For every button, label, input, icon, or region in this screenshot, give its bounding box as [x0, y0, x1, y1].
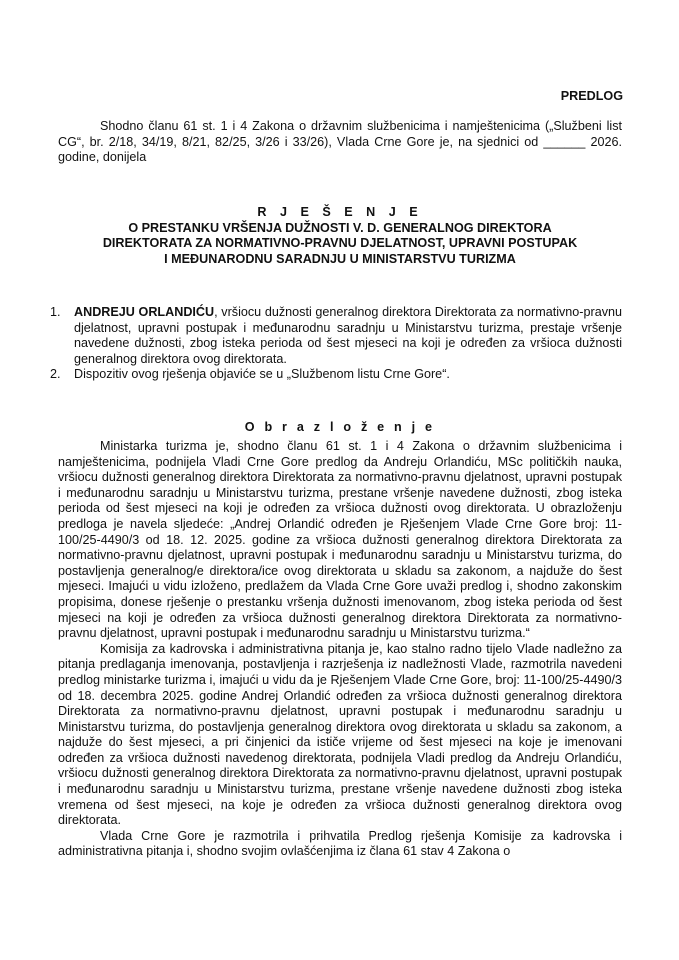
document-label: PREDLOG [560, 89, 623, 103]
item-text: , vršiocu dužnosti generalnog direktora Direktorata za normativno-pravnu djelatnost, upravni postupak i međunarodnu saradnju u Ministarstvu turizma, prestaje vršenje navedene dužnosti, zbog isteka perioda od šest mjeseci na koji je određen za vršioca dužnosti generalnog direktora ovog direktorata. [74, 305, 623, 366]
item-number: 1. [50, 305, 61, 319]
decision-title-line-1: O PRESTANKU VRŠENJA DUŽNOSTI V. D. GENERALNOG DIREKTORA [128, 220, 552, 235]
decision-title-line-2: DIREKTORATA ZA NORMATIVNO-PRAVNU DJELATNOST, UPRAVNI POSTUPAK [102, 236, 578, 251]
decision-item [50, 305, 623, 367]
decision-items [50, 305, 623, 383]
item-text: Dispozitiv ovog rješenja objaviće se u „Službenom listu Crne Gore“. [74, 367, 450, 382]
reasoning-paragraph: Komisija za kadrovska i administrativna pitanja je, kao stalno radno tijelo Vlade nadležno za pitanja predlaganja imenovanja, postavljenja i razrješenja iz nadležnosti Vlade, razmotrila navedeni predlog ministarke turizma i, imajući u vidu da je Rješenjem Vlade Crne Gore, broj: 11-100/25-4490/3 od 18. decembra 2025. godine Andrej Orlandić određen za vršioca dužnosti generalnog direktora Direktorata za normativno-pravnu djelatnost, upravni postupak i međunarodnu saradnju u Ministarstvu turizma, do postavljenja generalnog direktora ovog direktorata u skladu sa zakonom, a najduže do šest mjeseci, a pri činjenici da ističe vrijeme od šest mjeseci na koje je imenovani određen za vršioca dužnosti navedenog direktorata, podnijela Vladi predlog da Andreju Orlandiću, vršiocu dužnosti generalnog direktora Direktorata za normativno-pravnu djelatnost, upravni postupak i međunarodnu saradnju u Ministarstvu turizma, prestane vršenje navedene dužnosti zbog isteka vremena od šest mjeseci, na koje je određen za vršioca dužnosti generalnog direktora ovog direktorata. [58, 641, 622, 828]
decision-heading: R J E Š E N J E [257, 205, 423, 219]
decision-title [58, 205, 622, 267]
reasoning-paragraph: Ministarka turizma je, shodno članu 61 st. 1 i 4 Zakona o državnim službenicima i namještenicima, podnijela Vladi Crne Gore predlog da Andreju Orlandiću, MSc političkih nauka, vršiocu dužnosti generalnog direktora Direktorata za normativno-pravnu djelatnost, upravni postupak i međunarodnu saradnju u Ministarstvu turizma, prestane vršenje navedene dužnosti, zbog isteka perioda od šest mjeseci na koji je određen za vršioca dužnosti ovog direktorata. U obrazloženju predloga je navela sljedeće: „Andrej Orlandić određen je Rješenjem Vlade Crne Gore broj: 11-100/25-4490/3 od 18. 12. 2025. godine za vršioca dužnosti generalnog direktora Direktorata za normativno-pravnu djelatnost, upravni postupak i međunarodnu saradnju u Ministarstvu turizma, do postavljenja generalnog/e direktora/ice ovog direktorata u skladu sa zakonom, a najduže do šest mjeseci. Imajući u vidu izloženo, predlažem da Vlada Crne Gore uvaži predlog i, shodno zakonskim propisima, donese rješenje o prestanku vršenja dužnosti imenovanom, zbog isteka perioda od šest mjeseci na koji je određen za vršioca dužnosti generalnog direktora Direktorata za normativno-pravnu djelatnost, upravni postupak i međunarodnu saradnju u Ministarstvu turizma.“ [58, 439, 622, 641]
reasoning-title: O b r a z l o ž e n j e [244, 420, 436, 434]
intro-paragraph: Shodno članu 61 st. 1 i 4 Zakona o državnim službenicima i namještenicima („Službeni list CG“, br. 2/18, 34/19, 8/21, 82/25, 3/26 i 33/26), Vlada Crne Gore je, na sjednici od ______ 2026. godine, donijela [58, 119, 622, 165]
reasoning-paragraph: Vlada Crne Gore je razmotrila i prihvatila Predlog rješenja Komisije za kadrovska i administrativna pitanja i, shodno svojim ovlašćenjima iz člana 61 stav 4 Zakona o [58, 828, 622, 859]
item-person-name: ANDREJU ORLANDIĆU [74, 305, 215, 319]
item-number: 2. [50, 367, 61, 382]
decision-title-line-3: I MEĐUNARODNU SARADNJU U MINISTARSTVU TURIZMA [164, 251, 516, 266]
decision-item [50, 367, 622, 383]
reasoning-body [58, 439, 622, 860]
